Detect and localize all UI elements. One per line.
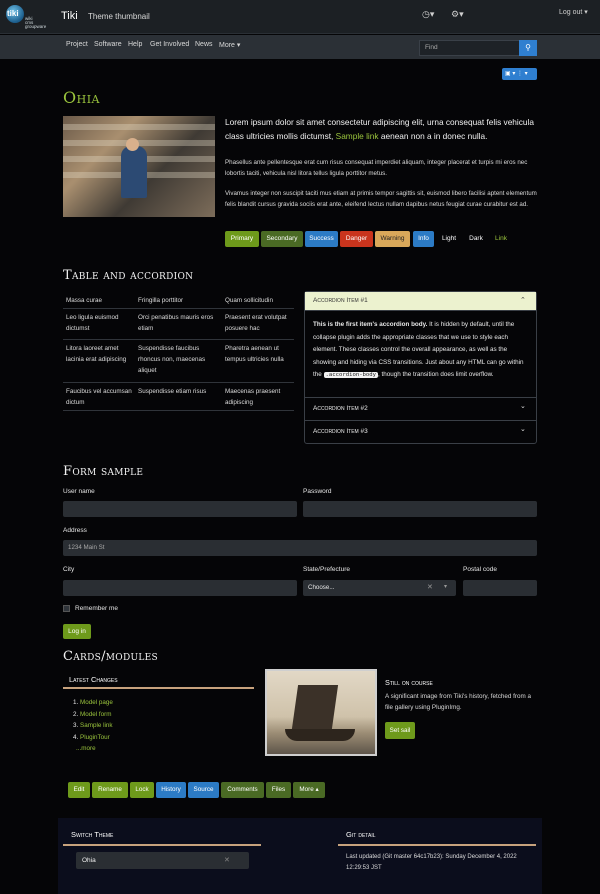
latest-change-link[interactable]: Sample link — [80, 722, 113, 729]
toolbar-edit-button[interactable]: Edit — [68, 782, 90, 798]
logo-tag: wiki — [25, 16, 33, 21]
table-cell: Praesent erat volutpat posuere hac — [225, 314, 287, 332]
body-paragraph-1: Phasellus ante pellentesque erat cum risus consequat imperdiet aliquam, integer placerat et turpis mi eros nec lobortis taciti, vehicula nisl litora tellus ligula porttitor metus. — [225, 159, 528, 177]
accordion-body-text: It is hidden by default, until the collapse plugin adds the appropriate classes that we use to style each element. These classes control the overall appearance, as well as the showing and hiding via CSS transitions. Just about any HTML can go within the — [313, 321, 524, 378]
toolbar-more-button[interactable]: More ▴ — [293, 782, 325, 798]
sample-button-success[interactable]: Success — [305, 231, 338, 247]
sample-button-warning[interactable]: Warning — [375, 231, 410, 247]
page-tools-button[interactable]: ▣ ▾ ⋮ ▾ — [502, 68, 537, 80]
nav-item-more[interactable]: More ▾ — [219, 42, 241, 49]
list-number: 4. — [73, 733, 81, 741]
password-field[interactable] — [303, 501, 537, 517]
footer-rule — [63, 844, 261, 846]
nav-item-get-involved[interactable]: Get Involved — [150, 41, 190, 48]
state-select[interactable] — [303, 580, 456, 596]
accordion-divider — [305, 397, 536, 398]
table-row-divider — [63, 382, 294, 383]
state-label: State/Prefecture — [303, 566, 350, 573]
accordion-code: .accordion-body — [325, 372, 377, 378]
table-cell: Maecenas praesent adipiscing — [225, 388, 281, 406]
table-cell: Leo ligula euismod dictumst — [66, 314, 119, 332]
section-title-cards: Cards/modules — [63, 649, 158, 664]
table-cell: Massa curae — [66, 297, 103, 304]
password-label: Password — [303, 488, 332, 495]
footer-rule — [338, 844, 536, 846]
table-cell: Orci penatibus mauris eros etiam — [138, 314, 214, 332]
logo-tag: groupware — [25, 24, 47, 29]
search-button[interactable] — [519, 40, 537, 56]
toolbar-lock-button[interactable]: Lock — [130, 782, 154, 798]
latest-changes-title: Latest Changes — [69, 675, 118, 684]
search-icon: ⚲ — [525, 43, 531, 52]
hero-photo — [63, 116, 215, 217]
table-row-divider — [63, 308, 294, 309]
postal-code-field[interactable] — [463, 580, 537, 596]
accordion-divider — [305, 420, 536, 421]
list-number: 3. — [73, 722, 81, 729]
sample-button-secondary[interactable]: Secondary — [261, 231, 303, 247]
latest-change-item[interactable] — [73, 699, 113, 706]
ship-image — [265, 669, 377, 756]
card-title: Still on course — [385, 678, 433, 687]
latest-change-link[interactable]: Model form — [80, 710, 112, 718]
search-input[interactable]: Find — [419, 40, 520, 56]
site-title: Tiki — [61, 10, 78, 22]
sample-button-link[interactable]: Link — [495, 235, 507, 242]
remember-label: Remember me — [75, 605, 118, 612]
nav-item-help[interactable]: Help — [128, 41, 143, 48]
git-detail-title: Git detail — [346, 830, 376, 839]
latest-change-link[interactable]: PluginTour — [80, 733, 110, 741]
sample-button-primary[interactable]: Primary — [225, 231, 259, 247]
lead-paragraph — [225, 115, 537, 143]
card-text: A significant image from Tiki's history, fetched from a file gallery using PluginImg. — [385, 693, 531, 711]
accordion-body-text-end: , though the transition does limit overflow. — [378, 371, 494, 378]
page-title: Ohia — [63, 88, 100, 107]
chevron-down-icon: ▾ — [444, 584, 448, 590]
username-label: User name — [63, 488, 95, 495]
lead-text-end: aenean non a in donec nulla. — [378, 131, 488, 141]
postal-label: Postal code — [463, 566, 497, 573]
accordion-item-1-body — [313, 319, 531, 382]
chevron-down-icon: ⌄ — [520, 403, 526, 410]
latest-change-item[interactable] — [73, 722, 113, 729]
accordion-item-2-title[interactable]: Accordion Item #2 — [313, 405, 368, 412]
logout-label: Log out — [559, 9, 583, 16]
site-subtitle: Theme thumbnail — [88, 12, 150, 21]
toolbar-source-button[interactable]: Source — [188, 782, 219, 798]
accordion-body-strong: This is the first item's accordion body. — [313, 321, 428, 328]
body-paragraph-2: Vivamus integer non suscipit taciti mus etiam at primis tempor sagittis sit, euismod libero facilisi aptent elementum felis blandit cursus gravida sociis erat ante, eleifend lectus nullam dapibus netus feugiat curae curabitur est ad. — [225, 190, 537, 208]
lead-text: Lorem ipsum dolor sit amet consectetur adipiscing elit, urna consequat felis vehicula class ultricies mollis dictumst, — [225, 117, 534, 141]
chevron-up-icon: ⌃ — [520, 297, 526, 304]
toolbar-comments-button[interactable]: Comments — [221, 782, 264, 798]
latest-changes-header — [63, 672, 254, 689]
city-field[interactable] — [63, 580, 297, 596]
table-cell: Suspendisse etiam risus — [138, 388, 207, 395]
clock-icon[interactable]: ◷▾ — [422, 9, 435, 19]
table-row-divider — [63, 410, 294, 411]
accordion-item-3-title[interactable]: Accordion Item #3 — [313, 428, 368, 435]
table-row-divider — [63, 339, 294, 340]
chevron-down-icon: ⌄ — [520, 426, 526, 433]
gear-icon[interactable]: ⚙▾ — [451, 9, 464, 19]
table-cell: Pharetra aenean ut tempus ultricies nulla — [225, 345, 284, 363]
username-field[interactable] — [63, 501, 297, 517]
list-number: 2. — [73, 710, 81, 718]
latest-change-item[interactable] — [73, 734, 110, 741]
git-detail-text: Last updated (Git master 64c17b23): Sunday December 4, 2022 12:29:53 JST — [346, 854, 517, 871]
section-title-form: Form sample — [63, 464, 144, 479]
address-field[interactable]: 1234 Main St — [63, 540, 537, 556]
table-cell: Faucibus vel accumsan dictum — [66, 388, 132, 406]
theme-select-value: Ohia — [82, 857, 96, 864]
nav-item-software[interactable]: Software — [94, 41, 122, 48]
nav-item-project[interactable]: Project — [66, 41, 88, 48]
state-select-value: Choose... — [308, 584, 335, 591]
remember-checkbox[interactable] — [63, 605, 70, 612]
table-cell: Fringilla porttitor — [138, 297, 184, 304]
login-button[interactable]: Log in — [63, 624, 91, 639]
sample-button-dark[interactable]: Dark — [469, 235, 483, 242]
table-cell: Quam sollicitudin — [225, 297, 273, 304]
sample-button-danger[interactable]: Danger — [340, 231, 373, 247]
toolbar-history-button[interactable]: History — [156, 782, 186, 798]
address-label: Address — [63, 527, 87, 534]
latest-change-link[interactable]: Model page — [80, 699, 113, 706]
sample-button-info[interactable]: Info — [413, 231, 434, 247]
set-sail-button[interactable]: Set sail — [385, 722, 415, 739]
toolbar-files-button[interactable]: Files — [266, 782, 291, 798]
nav-item-news[interactable]: News — [195, 41, 213, 48]
list-number: 1. — [73, 699, 81, 706]
table-cell: Litora laoreet amet lacinia erat adipiscing — [66, 345, 127, 363]
latest-change-item[interactable] — [73, 711, 112, 718]
section-title-table: Table and accordion — [63, 268, 194, 283]
clear-icon[interactable]: ✕ — [224, 857, 230, 864]
logo-word: tiki — [7, 9, 19, 18]
table-cell: Suspendisse faucibus rhoncus non, maecenas aliquet — [138, 345, 206, 374]
logo-tag: cms — [25, 20, 34, 25]
toolbar-rename-button[interactable]: Rename — [92, 782, 128, 798]
city-label: City — [63, 566, 75, 573]
sample-link[interactable]: Sample link — [335, 131, 379, 141]
logout-link[interactable]: Log out ▾ — [559, 9, 588, 16]
switch-theme-title: Switch Theme — [71, 830, 114, 839]
more-link[interactable]: ...more — [76, 745, 96, 752]
site-logo[interactable] — [6, 5, 58, 30]
accordion-item-1-title: Accordion Item #1 — [313, 297, 368, 304]
sample-button-light[interactable]: Light — [441, 235, 457, 242]
clear-icon[interactable]: ✕ — [427, 584, 433, 591]
